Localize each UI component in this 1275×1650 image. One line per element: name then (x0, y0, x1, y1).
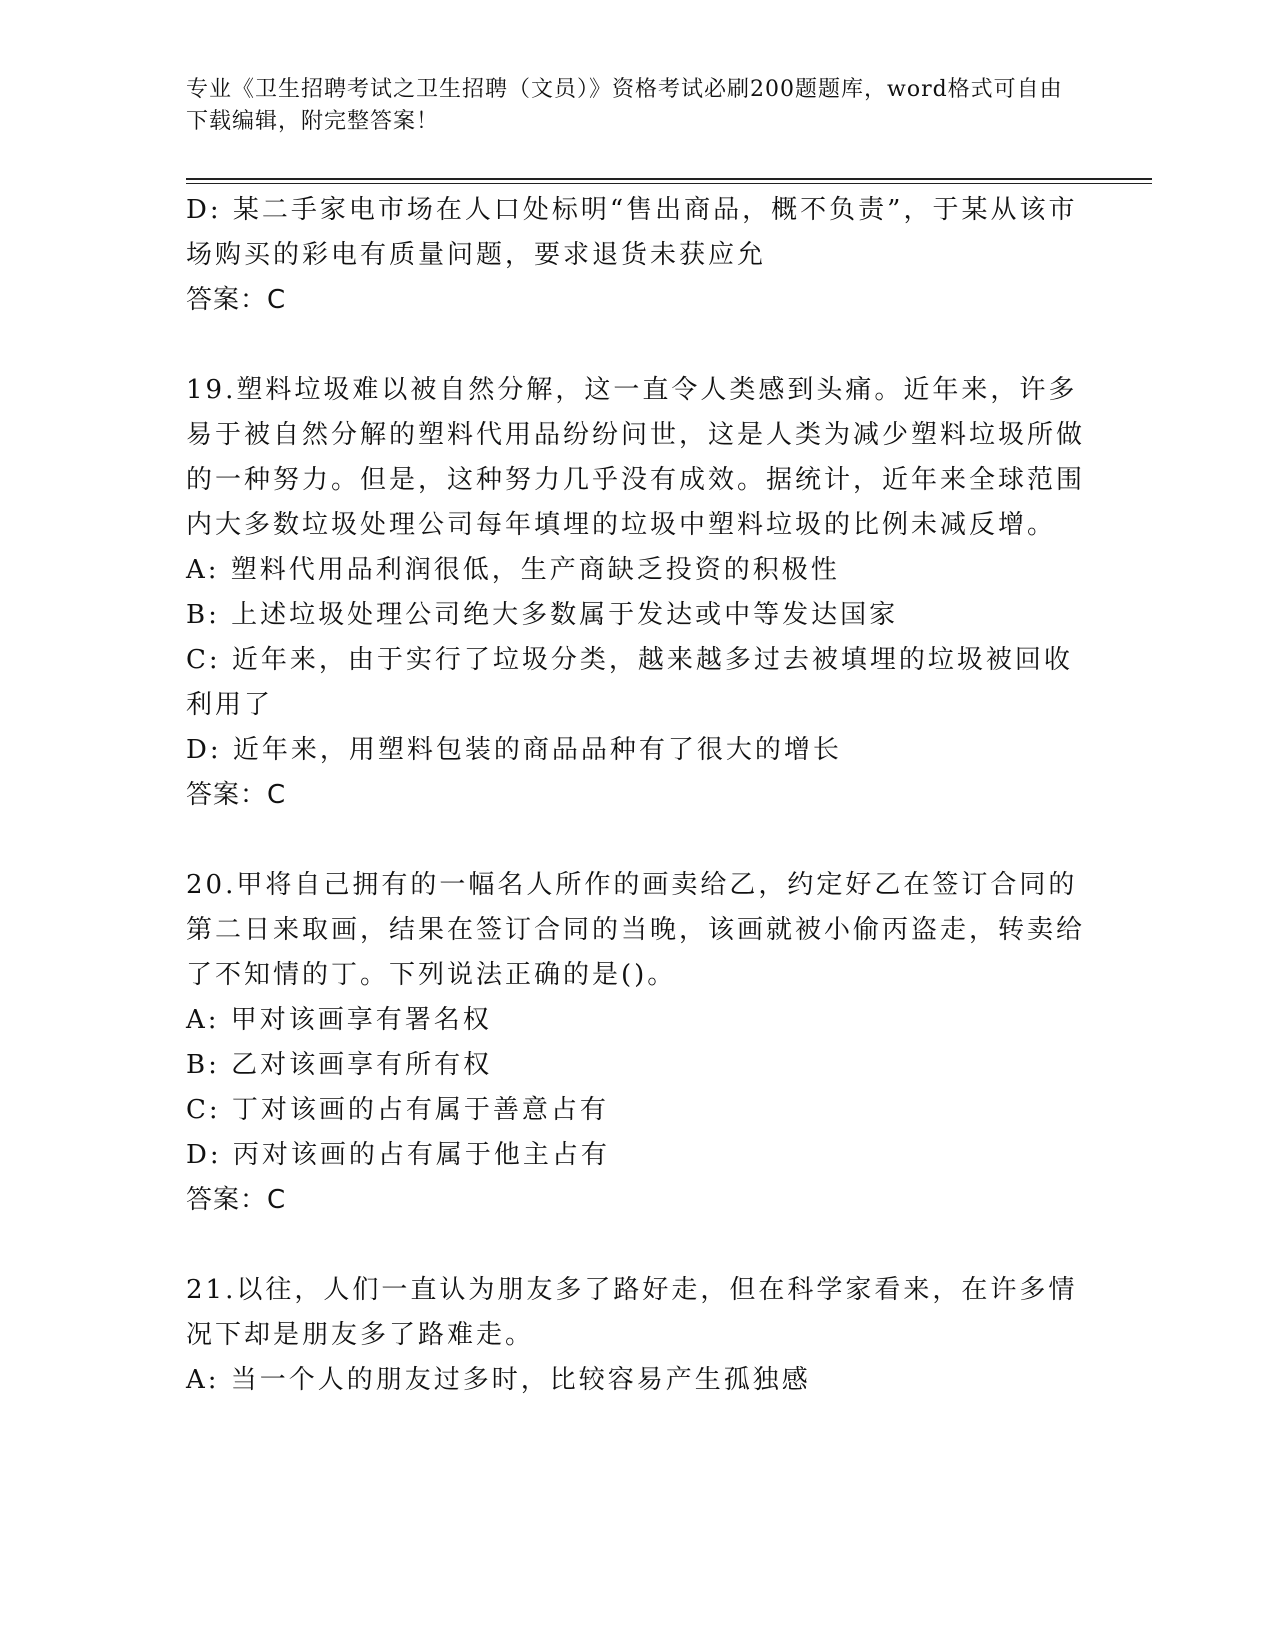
question-20 (186, 863, 1086, 1223)
question-20-option-d: D: 丙对该画的占有属于他主占有 (186, 1140, 610, 1170)
question-19-answer: 答案：C (186, 780, 287, 810)
question-21-option-a: A: 当一个人的朋友过多时，比较容易产生孤独感 (186, 1365, 811, 1395)
question-18-option-d: D: 某二手家电市场在人口处标明“售出商品，概不负责”，于某从该市场购买的彩电有质量问题，要求退货未获应允 (186, 195, 1078, 270)
page-header-title: 专业《卫生招聘考试之卫生招聘（文员）》资格考试必刷200题题库，word格式可自由下载编辑，附完整答案！ (186, 77, 1063, 134)
header-divider-top (186, 178, 1152, 180)
header-divider-bottom (186, 183, 1152, 184)
question-20-option-b: B: 乙对该画享有所有权 (186, 1050, 493, 1080)
question-20-option-c: C: 丁对该画的占有属于善意占有 (186, 1095, 609, 1125)
question-20-option-a: A: 甲对该画享有署名权 (186, 1005, 492, 1035)
spacer (186, 1223, 1086, 1268)
question-19 (186, 368, 1086, 818)
spacer (186, 323, 1086, 368)
question-19-option-c: C: 近年来，由于实行了垃圾分类，越来越多过去被填埋的垃圾被回收利用了 (186, 645, 1073, 720)
question-19-option-a: A: 塑料代用品利润很低，生产商缺乏投资的积极性 (186, 555, 840, 585)
question-18-continued (186, 188, 1086, 323)
question-20-answer: 答案：C (186, 1185, 287, 1215)
spacer (186, 818, 1086, 863)
question-21 (186, 1268, 1086, 1403)
question-20-stem: 20.甲将自己拥有的一幅名人所作的画卖给乙，约定好乙在签订合同的第二日来取画，结果在签订合同的当晚，该画就被小偷丙盗走，转卖给了不知情的丁。下列说法正确的是()。 (186, 870, 1086, 990)
question-21-stem: 21.以往，人们一直认为朋友多了路好走，但在科学家看来，在许多情况下却是朋友多了路难走。 (186, 1275, 1078, 1350)
question-19-stem: 19.塑料垃圾难以被自然分解，这一直令人类感到头痛。近年来，许多易于被自然分解的塑料代用品纷纷问世，这是人类为减少塑料垃圾所做的一种努力。但是，这种努力几乎没有成效。据统计，近年来全球范围内大多数垃圾处理公司每年填埋的垃圾中塑料垃圾的比例未减反增。 (186, 375, 1086, 540)
question-list (186, 188, 1086, 1403)
question-19-option-b: B: 上述垃圾处理公司绝大多数属于发达或中等发达国家 (186, 600, 899, 630)
question-19-option-d: D: 近年来，用塑料包装的商品品种有了很大的增长 (186, 735, 842, 765)
question-18-answer: 答案：C (186, 285, 287, 315)
